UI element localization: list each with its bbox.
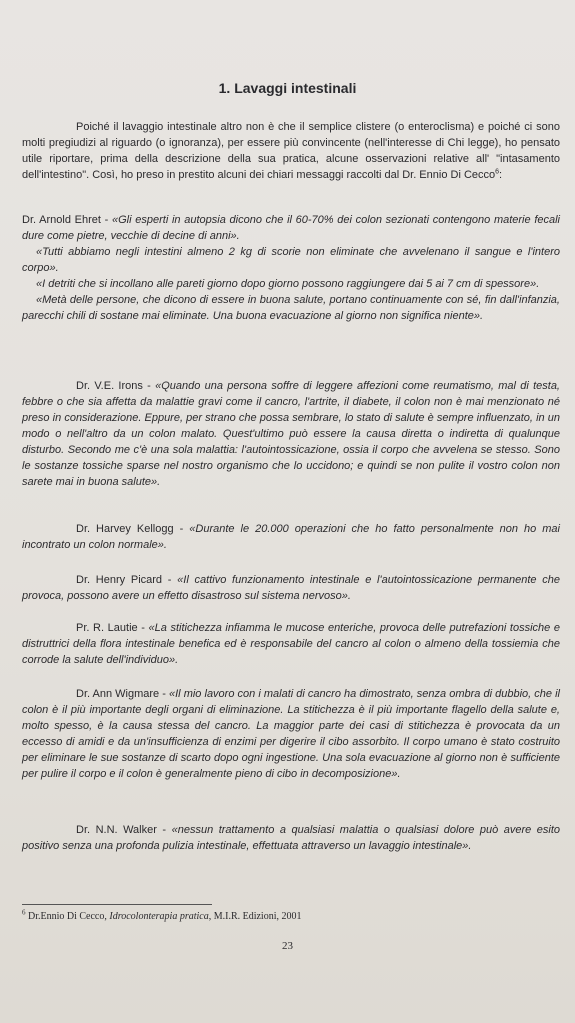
quote-author: Dr. N.N. Walker - [76, 824, 172, 836]
intro-end: : [499, 169, 503, 181]
quote-text: «Il mio lavoro con i malati di cancro ha dimostrato, senza ombra di dubbio, che il colon è il più importante degli organi di eliminazione. La stitichezza è il più importante flagello della salute e, molto spesso, è la causa stessa del cancro. La maggior parte dei casi di stitichezza è provocata da un eccesso di amidi e da un'insufficienza di enzimi per digerire il cibo assorbito. Il corpo umano è stato costruito per eliminare le sue sostanze di scarto dopo ogni ingestione. Una sola evacuazione al giorno non è sufficiente per pulire il corpo e il colon è generalmente pieno di cibo in decomposizione». [22, 688, 560, 780]
quote-text: «Tutti abbiamo negli intestini almeno 2 kg di scorie non eliminate che avvelenano il sangue e l'intero corpo». [22, 246, 560, 274]
footnote-author: Dr.Ennio Di Cecco, [25, 911, 110, 922]
quote-ehret [22, 212, 560, 324]
quote-text: «Metà delle persone, che dicono di essere in buona salute, portano continuamente con sé, fin dall'infanzia, parecchi chili di sostane mai eliminate. Una buona evacuazione al giorno non significa niente». [22, 294, 560, 322]
quote-author: Dr. V.E. Irons - [76, 380, 156, 392]
quote-author: Pr. R. Lautie - [76, 622, 149, 634]
quote-text: «I detriti che si incollano alle pareti giorno dopo giorno possono raggiungere dai 5 ai 7 cm di spessore». [36, 278, 540, 290]
footnote-publisher: , M.I.R. Edizioni, 2001 [208, 911, 302, 922]
footnote-book-title: Idrocolonterapia pratica [109, 911, 209, 922]
quote-author: Dr. Arnold Ehret - [22, 214, 112, 226]
quote-text: «Durante le 20.000 operazioni che ho fatto personalmente non ho mai incontrato un colon normale». [22, 523, 560, 551]
footnote-number: 6 [22, 908, 26, 917]
footnote-divider [22, 904, 212, 905]
quote-author: Dr. Harvey Kellogg - [76, 523, 190, 535]
footnote-ref: 6 [495, 168, 500, 176]
quote-irons [22, 378, 560, 490]
page-title: 1. Lavaggi intestinali [218, 80, 357, 96]
intro-paragraph [22, 119, 560, 183]
quote-text: «Quando una persona soffre di leggere affezioni come reumatismo, mal di testa, febbre o che sia affetta da malattie gravi come il cancro, l'artrite, il diabete, il colon non è mai menzionato né preso in considerazione. Eppure, per strano che possa sembrare, lo stato di salute è sempre influenzato, in un modo o nell'altro da un colon malato. Quest'ultimo può essere la causa diretta o indiretta di qualunque disturbo. Secondo me c'è una sola malattia: l'autointossicazione, ossia il corpo che avvelena se stesso. Sono le sostanze tossiche sparse nel nostro organismo che lo uccidono; e quindi se non pulite il vostro colon non sarete mai in buona salute». [22, 380, 560, 488]
footnote [22, 910, 542, 923]
quote-author: Dr. Henry Picard - [76, 574, 178, 586]
quote-text: «Il cattivo funzionamento intestinale e l'autointossicazione permanente che provoca, possono avere un effetto disastroso sul sistema nervoso». [22, 574, 560, 602]
page-number: 23 [282, 940, 293, 952]
quote-lautie [22, 620, 560, 668]
quote-wigmare [22, 686, 560, 782]
quote-text: «Gli esperti in autopsia dicono che il 60-70% dei colon sezionati contengono materie fecali dure come pietre, vecchie di decine di anni». [22, 214, 560, 242]
quote-picard [22, 572, 560, 604]
quote-walker [22, 822, 560, 854]
quote-kellogg [22, 521, 560, 553]
intro-text: Poiché il lavaggio intestinale altro non è che il semplice clistere (o enteroclisma) e poiché ci sono molti pregiudizi al riguardo (o ignoranza), per essere più convincente (nell'interesse di Chi legge), ho pensato utile riportare, prima della descrizione della sua pratica, alcune osservazioni relative all' "intasamento dell'intestino". Così, ho preso in prestito alcuni dei chiari messaggi raccolti dal Dr. Ennio Di Cecco [22, 121, 560, 181]
quote-text: «nessun trattamento a qualsiasi malattia o qualsiasi dolore può avere esito positivo senza una profonda pulizia intestinale, effettuata attraverso un lavaggio intestinale». [22, 824, 560, 852]
quote-text: «La stitichezza infiamma le mucose enteriche, provoca delle putrefazioni tossiche e distruttrici della flora intestinale benefica ed è responsabile del cancro al colon o almeno della tossiemia che corrode la salute dell'individuo». [22, 622, 560, 666]
quote-author: Dr. Ann Wigmare - [76, 688, 169, 700]
